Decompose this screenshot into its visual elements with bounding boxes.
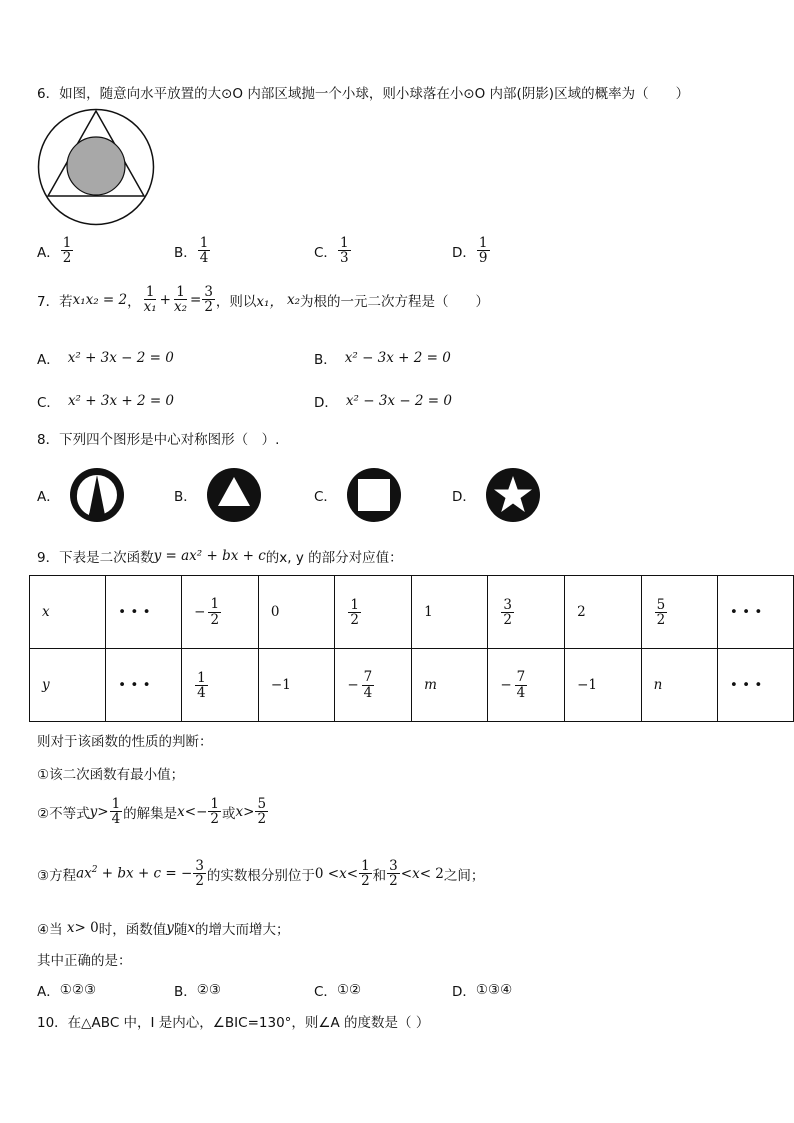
table-cell xyxy=(182,576,259,649)
table-cell xyxy=(641,576,717,649)
q6-stem: 6．如图，随意向水平放置的大⊙O 内部区域抛一个小球，则小球落在小⊙O 内部(阴影)区域的概率为（ ） xyxy=(37,86,690,102)
circle-with-triangle-icon xyxy=(205,466,263,524)
q9-option-c[interactable]: C． ①② xyxy=(314,982,362,1000)
q9-judge-intro: 则对于该函数的性质的判断： xyxy=(37,734,213,750)
table-cell xyxy=(488,649,565,722)
table-cell: −1 xyxy=(258,649,334,722)
table-cell: −1 xyxy=(565,649,641,722)
fraction-value: $\frac{1}{2}$ xyxy=(350,596,359,628)
q6-figure xyxy=(36,107,158,229)
table-cell xyxy=(335,649,412,722)
fraction-value: $\frac{1}{4}$ xyxy=(197,669,206,701)
q8-option-d[interactable]: D． xyxy=(452,466,542,524)
q10-stem: 10．在△ABC 中，I 是内心，∠BIC=130°，则∠A 的度数是（ ） xyxy=(37,1015,430,1031)
q8-option-b[interactable]: B． xyxy=(174,466,263,524)
circle-with-star-icon xyxy=(484,466,542,524)
fraction-value: − $\frac{7}{4}$ xyxy=(347,669,373,701)
q9-option-a[interactable]: A． ①②③ xyxy=(37,982,97,1000)
q9-statement-2: ②不等式 y > $\frac{1}{4}$ 的解集是 x <− $\frac{1}{2}$ 或 x > $\frac{5}{2}$ xyxy=(37,796,267,828)
fraction-value: $\frac{5}{2}$ xyxy=(656,596,666,628)
q8-option-c[interactable]: C． xyxy=(314,466,403,524)
q6-option-c[interactable]: C． $\frac{1}{3}$ xyxy=(314,235,349,267)
table-cell: m xyxy=(412,649,488,722)
q9-statement-3: ③方程 $ax^2$ + bx + c = − $\frac{3}{2}$ 的实数根分别位于 0 < x < $\frac{1}{2}$ 和 $\frac{3}{2}$ < x < 2 之间； xyxy=(37,858,485,890)
table-row xyxy=(30,649,794,722)
table-cell: x xyxy=(30,576,106,649)
circle-with-pointed-arch-icon xyxy=(68,466,126,524)
q7-option-d[interactable]: D． x² − 3x − 2 = 0 xyxy=(314,393,452,411)
q7-option-b[interactable]: B． x² − 3x + 2 = 0 xyxy=(314,350,451,368)
q6-option-a[interactable]: A． $\frac{1}{2}$ xyxy=(37,235,72,267)
q9-option-b[interactable]: B． ②③ xyxy=(174,982,221,1000)
table-row xyxy=(30,576,794,649)
table-cell: y xyxy=(30,649,106,722)
table-cell: • • • xyxy=(717,576,793,649)
q9-statement-4: ④当 x > 0 时，函数值 y 随 x 的增大而增大； xyxy=(37,920,290,938)
q7-option-c[interactable]: C． x² + 3x + 2 = 0 xyxy=(37,393,175,411)
table-cell: 0 xyxy=(258,576,334,649)
q9-statement-1: ①该二次函数有最小值； xyxy=(37,767,185,783)
table-cell xyxy=(488,576,565,649)
table-cell: n xyxy=(641,649,717,722)
q9-value-table xyxy=(29,575,794,722)
table-cell: • • • xyxy=(717,649,793,722)
table-cell xyxy=(182,649,259,722)
q6-option-b[interactable]: B． $\frac{1}{4}$ xyxy=(174,235,209,267)
q9-which-correct: 其中正确的是： xyxy=(37,953,132,969)
q8-stem: 8．下列四个图形是中心对称图形（ ）. xyxy=(37,432,280,448)
q7-option-a[interactable]: A． x² + 3x − 2 = 0 xyxy=(37,350,174,368)
table-cell: 2 xyxy=(565,576,641,649)
table-cell: • • • xyxy=(106,649,182,722)
table-cell: • • • xyxy=(106,576,182,649)
q7-stem: 7．若 x₁x₂ = 2 ， $\frac{1}{\text{x₁}}$ + $\frac{1}{\text{x₂}}$ = $\frac{3}{2}$ ，则以 x₁， x₂ 为根的一元二次方程是（ ） xyxy=(37,284,489,316)
fraction-value: − $\frac{1}{2}$ xyxy=(194,596,220,628)
q9-stem: 9．下表是二次函数 y = ax² + bx + c 的x, y 的部分对应值： xyxy=(37,548,403,566)
q6-option-d[interactable]: D． $\frac{1}{9}$ xyxy=(452,235,488,267)
q9-option-d[interactable]: D． ①③④ xyxy=(452,982,513,1000)
q8-option-a[interactable]: A． xyxy=(37,466,126,524)
table-cell: 1 xyxy=(412,576,488,649)
fraction-value: − $\frac{7}{4}$ xyxy=(500,669,526,701)
table-cell xyxy=(335,576,412,649)
circle-with-square-icon xyxy=(345,466,403,524)
fraction-value: $\frac{3}{2}$ xyxy=(503,596,512,628)
